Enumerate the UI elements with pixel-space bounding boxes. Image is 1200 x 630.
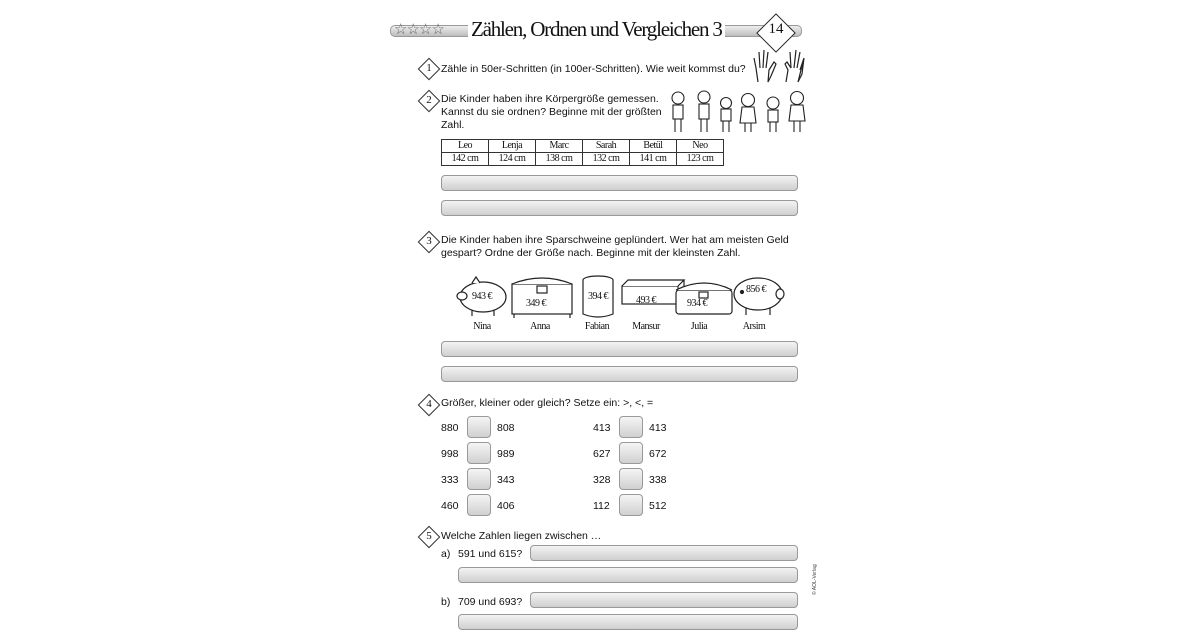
amount-arsim: 856 € xyxy=(746,284,766,295)
name-mansur: Mansur xyxy=(632,321,660,332)
compare-right-value: 512 xyxy=(649,500,667,512)
compare-answer-box[interactable] xyxy=(619,494,643,516)
answer-line-task5a-1[interactable] xyxy=(530,545,798,561)
amount-nina: 943 € xyxy=(472,291,492,302)
amount-anna: 349 € xyxy=(526,298,546,309)
task5b-text: 709 und 693? xyxy=(458,596,523,608)
task4-number: 4 xyxy=(426,398,432,410)
table-cell: Lenja xyxy=(489,140,536,153)
answer-line-task5b-1[interactable] xyxy=(530,592,798,608)
compare-answer-box[interactable] xyxy=(467,416,491,438)
compare-answer-box[interactable] xyxy=(467,494,491,516)
table-cell: 132 cm xyxy=(583,153,630,166)
answer-line-task2-2[interactable] xyxy=(441,200,798,216)
compare-right-value: 343 xyxy=(497,474,515,486)
task2-text-line3: Zahl. xyxy=(441,119,465,131)
task4-text: Größer, kleiner oder gleich? Setze ein: >, <, = xyxy=(441,397,654,409)
copyright-note: © AOL-Verlag xyxy=(812,564,818,595)
task5-number: 5 xyxy=(426,530,432,542)
task3-text-line1: Die Kinder haben ihre Sparschweine geplündert. Wer hat am meisten Geld xyxy=(441,234,789,246)
compare-answer-box[interactable] xyxy=(619,442,643,464)
compare-answer-box[interactable] xyxy=(619,416,643,438)
compare-left-value: 333 xyxy=(441,474,459,486)
height-row xyxy=(442,153,724,166)
table-cell: 124 cm xyxy=(489,153,536,166)
compare-left-value: 413 xyxy=(593,422,611,434)
compare-left-value: 627 xyxy=(593,448,611,460)
name-arsim: Arsim xyxy=(742,321,766,332)
worksheet-title: Zählen, Ordnen und Vergleichen 3 xyxy=(468,17,725,42)
compare-left-value: 460 xyxy=(441,500,459,512)
table-cell: 142 cm xyxy=(442,153,489,166)
task3-number: 3 xyxy=(426,235,432,247)
compare-right-value: 989 xyxy=(497,448,515,460)
name-julia: Julia xyxy=(690,321,708,332)
table-cell: 138 cm xyxy=(536,153,583,166)
table-cell: Leo xyxy=(442,140,489,153)
task3-text-line2: gespart? Ordne der Größe nach. Beginne mit der kleinsten Zahl. xyxy=(441,247,741,259)
compare-right-value: 413 xyxy=(649,422,667,434)
task1-number: 1 xyxy=(426,62,432,74)
name-anna: Anna xyxy=(530,321,550,332)
money-containers-illustration xyxy=(450,270,790,322)
difficulty-stars: ☆☆☆☆ xyxy=(394,21,444,38)
table-cell: Sarah xyxy=(583,140,630,153)
table-cell: Neo xyxy=(677,140,724,153)
compare-right-value: 338 xyxy=(649,474,667,486)
page-number: 14 xyxy=(768,21,784,37)
task1-text: Zähle in 50er-Schritten (in 100er-Schritten). Wie weit kommst du? xyxy=(441,63,746,75)
compare-answer-box[interactable] xyxy=(467,442,491,464)
task5a-text: 591 und 615? xyxy=(458,548,523,560)
answer-line-task3-2[interactable] xyxy=(441,366,798,382)
task5a-label: a) xyxy=(441,548,451,560)
table-cell: 123 cm xyxy=(677,153,724,166)
compare-left-value: 328 xyxy=(593,474,611,486)
compare-right-value: 808 xyxy=(497,422,515,434)
answer-line-task2-1[interactable] xyxy=(441,175,798,191)
compare-left-value: 112 xyxy=(593,500,610,512)
compare-answer-box[interactable] xyxy=(467,468,491,490)
children-illustration xyxy=(664,88,812,136)
amount-mansur: 493 € xyxy=(636,295,656,306)
compare-answer-box[interactable] xyxy=(619,468,643,490)
compare-right-value: 672 xyxy=(649,448,667,460)
task2-text-line1: Die Kinder haben ihre Körpergröße gemessen. xyxy=(441,93,659,105)
task5-text: Welche Zahlen liegen zwischen … xyxy=(441,530,602,542)
answer-line-task5a-2[interactable] xyxy=(458,567,798,583)
table-cell: Betül xyxy=(630,140,677,153)
name-nina: Nina xyxy=(473,321,491,332)
name-fabian: Fabian xyxy=(584,321,610,332)
compare-right-value: 406 xyxy=(497,500,515,512)
compare-left-value: 880 xyxy=(441,422,459,434)
table-cell: Marc xyxy=(536,140,583,153)
task2-text-line2: Kannst du sie ordnen? Beginne mit der größten xyxy=(441,106,662,118)
amount-julia: 934 € xyxy=(687,298,707,309)
table-cell: 141 cm xyxy=(630,153,677,166)
name-row xyxy=(442,140,724,153)
task5b-label: b) xyxy=(441,596,451,608)
task2-number: 2 xyxy=(426,94,432,106)
amount-fabian: 394 € xyxy=(588,291,608,302)
compare-left-value: 998 xyxy=(441,448,459,460)
answer-line-task5b-2[interactable] xyxy=(458,614,798,630)
height-table xyxy=(441,139,724,166)
hands-icon xyxy=(752,46,812,86)
answer-line-task3-1[interactable] xyxy=(441,341,798,357)
